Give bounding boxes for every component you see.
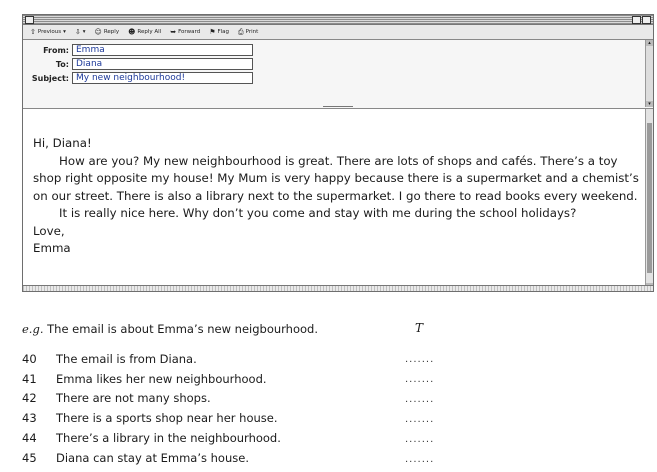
subject-label: Subject: — [31, 73, 69, 83]
closing: Love, — [33, 223, 65, 238]
question-row: 45 Diana can stay at Emma’s house. — [22, 451, 249, 465]
reply-all-button[interactable]: ☻ Reply All — [128, 28, 162, 36]
to-row — [23, 58, 253, 70]
to-field[interactable]: Diana — [72, 58, 253, 70]
close-box[interactable] — [25, 16, 34, 24]
subject-row — [23, 72, 253, 84]
signature: Emma — [33, 241, 71, 255]
question-row: 41 Emma likes her new neighbourhood. — [22, 372, 267, 386]
answer-blank[interactable]: ....... — [405, 394, 435, 405]
flag-icon: ⚑ — [209, 28, 216, 36]
example-statement — [22, 322, 318, 336]
flag-button[interactable]: ⚑ Flag — [209, 28, 230, 36]
forward-icon: ➥ — [170, 28, 177, 36]
message-body — [23, 109, 653, 289]
from-field[interactable]: Emma — [72, 44, 253, 56]
example-answer: T — [415, 321, 424, 335]
zoom-box[interactable] — [632, 16, 641, 24]
answer-blank[interactable]: ....... — [405, 414, 435, 425]
from-label: From: — [43, 45, 69, 55]
answer-blank[interactable]: ....... — [405, 454, 435, 465]
title-bar — [23, 15, 653, 25]
question-row: 43 There is a sports shop near her house. — [22, 411, 278, 425]
printer-icon: ⎙ — [238, 27, 244, 36]
reply-button[interactable]: ☺ Reply — [94, 28, 120, 36]
up-arrow-icon: ⇧ — [30, 28, 36, 36]
example-text: The email is about Emma’s new neigbourhood. — [47, 322, 319, 336]
down-arrow-icon: ⇩ — [74, 28, 81, 36]
to-label: To: — [55, 59, 69, 69]
reply-all-icon: ☻ — [128, 28, 136, 36]
question-row: 42 There are not many shops. — [22, 391, 211, 405]
collapse-box[interactable] — [642, 16, 651, 24]
answer-blank[interactable]: ....... — [405, 354, 435, 365]
print-button[interactable]: ⎙ Print — [238, 27, 259, 36]
reply-icon: ☺ — [94, 28, 102, 36]
answer-blank[interactable]: ....... — [405, 374, 435, 385]
body-scrollbar[interactable] — [645, 109, 653, 289]
subject-field[interactable]: My new neighbourhood! — [72, 72, 253, 84]
from-row — [23, 44, 253, 56]
email-window — [22, 14, 654, 292]
question-row: 40 The email is from Diana. — [22, 352, 197, 366]
body-paragraph-2: It is really nice here. Why don’t you come and stay with me during the school holidays? — [59, 206, 577, 220]
body-paragraph-1: How are you? My new neighbourhood is great. There are lots of shops and cafés. There’s a toy shop right opposite my house! My Mum is very happy because there is a supermarket and a chemist’s on our street. There is also a library next to the supermarket. I go there to read books every weekend. — [33, 153, 639, 203]
question-row: 44 There’s a library in the neighbourhood. — [22, 431, 281, 445]
previous-button[interactable]: ⇧ Previous ▾ — [30, 28, 66, 36]
message-headers — [23, 40, 653, 109]
next-button[interactable] — [72, 28, 89, 36]
header-scrollbar[interactable] — [645, 40, 653, 107]
toolbar — [23, 25, 653, 40]
scroll-up-icon[interactable]: ▴ — [646, 40, 653, 46]
forward-button[interactable]: ➥ Forward — [170, 28, 201, 36]
answer-blank[interactable]: ....... — [405, 434, 435, 445]
chevron-down-icon: ▾ — [82, 29, 86, 35]
scroll-down-icon[interactable]: ▾ — [646, 101, 653, 107]
example-prefix: e.g. — [22, 322, 44, 336]
greeting: Hi, Diana! — [33, 136, 92, 150]
chevron-down-icon: ▾ — [63, 29, 66, 35]
scroll-thumb[interactable] — [647, 123, 652, 273]
status-bar — [23, 285, 653, 291]
